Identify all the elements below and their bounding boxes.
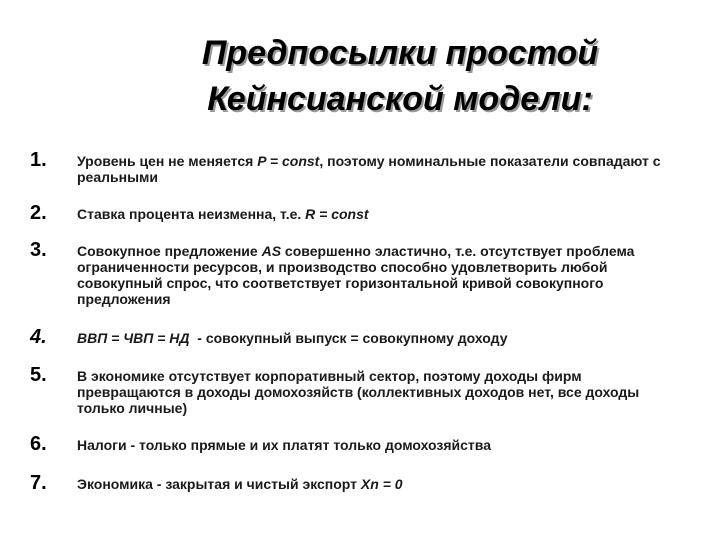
item-text <box>77 206 689 222</box>
item-formula: AS <box>261 243 282 259</box>
item-text-part: Совокупное предложение <box>77 243 262 259</box>
slide-title <box>120 30 680 122</box>
item-text <box>77 476 689 492</box>
item-number: 3. <box>30 239 47 261</box>
item-text-part: совершенно эластично, т.е. отсутствует проблема ограниченности ресурсов, и производство способно удовлетворить любой совокупный спрос, что соответствует горизонтальной кривой совокупного предложения <box>77 243 635 307</box>
item-number: 2. <box>30 202 47 224</box>
item-text-part: - совокупный выпуск = совокупному доходу <box>189 330 508 346</box>
item-text-part: , поэтому номинальные показатели совпадают с реальными <box>77 153 661 185</box>
item-text <box>77 153 689 185</box>
item-text-part: Экономика - закрытая и чистый экспорт <box>77 476 361 492</box>
item-number: 1. <box>30 149 47 171</box>
item-text <box>77 243 689 307</box>
item-formula: Xn = 0 <box>360 476 403 492</box>
item-formula: R = const <box>305 206 369 222</box>
item-text-part: Уровень цен не меняется <box>77 153 258 169</box>
item-text <box>77 437 689 453</box>
item-number: 6. <box>30 433 47 455</box>
item-text-part: Ставка процента неизменна, т.е. <box>77 206 306 222</box>
item-formula: ВВП = ЧВП = НД <box>77 330 190 346</box>
item-number: 4. <box>30 326 47 348</box>
item-text-part: В экономике отсутствует корпоративный сектор, поэтому доходы фирм превращаются в доходы домохозяйств (коллективных доходов нет, все доходы только личные) <box>77 368 640 416</box>
item-number: 7. <box>30 472 47 494</box>
item-text <box>77 330 689 346</box>
item-number: 5. <box>30 364 47 386</box>
slide-title-line-2: Кейнсианской модели: <box>207 80 593 118</box>
item-formula: P = const <box>257 153 320 169</box>
item-text <box>77 368 689 416</box>
item-text-part: Налоги - только прямые и их платят только домохозяйства <box>77 437 491 453</box>
slide-title-line-1: Предпосылки простой <box>201 34 599 72</box>
